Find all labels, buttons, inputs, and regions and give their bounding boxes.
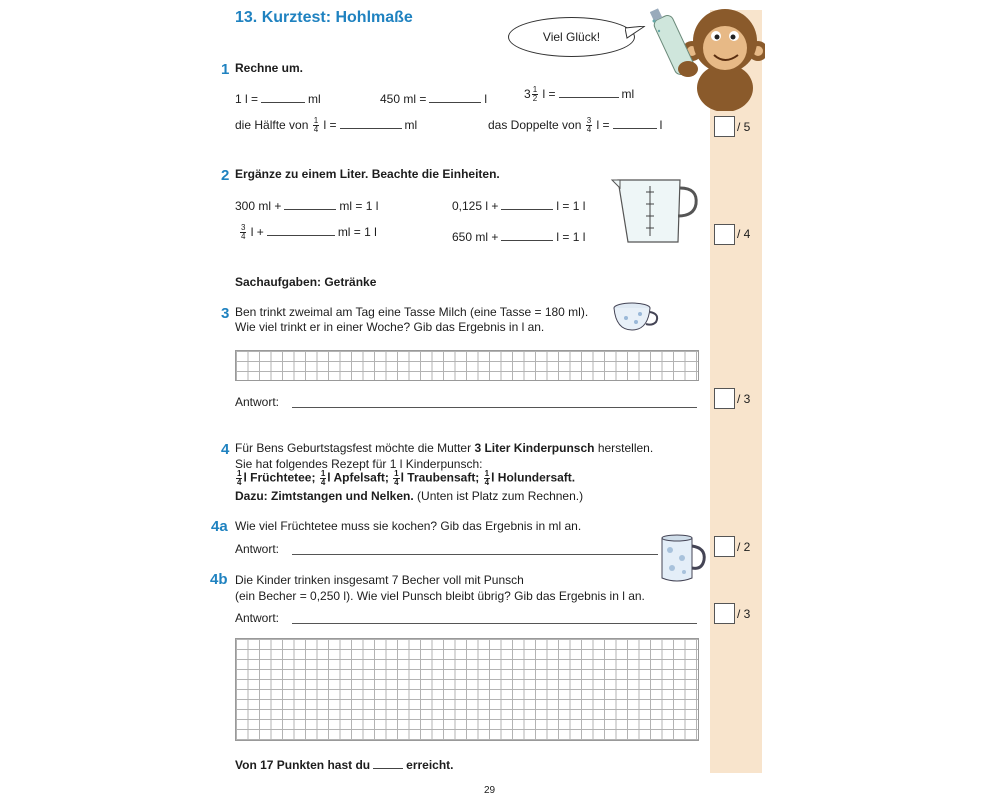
points-task-4b: / 3 [737, 607, 751, 621]
monkey-illustration [650, 3, 765, 111]
task-2b: 0,125 l + l = 1 l [452, 199, 586, 213]
task-4b-line-1: Die Kinder trinken insgesamt 7 Becher voll mit Punsch [235, 573, 524, 587]
blank[interactable] [261, 91, 305, 103]
task-2c: $\frac{3}{4}$ l + ml = 1 l [241, 223, 377, 242]
score-box-task-4b[interactable] [714, 603, 735, 624]
task-1a: 1 l = ml [235, 92, 321, 106]
score-box-task-2[interactable] [714, 224, 735, 245]
task-4-number: 4 [221, 441, 230, 458]
task-1e: das Doppelte von $\frac{3}{4}$ l = l [488, 116, 663, 135]
blank[interactable] [267, 224, 335, 236]
speech-bubble-tail [625, 26, 647, 40]
task-3-answer-label: Antwort: [235, 395, 280, 409]
task-4-line-2: Sie hat folgendes Rezept für 1 l Kinderpunsch: [235, 457, 483, 471]
task-3-line-1: Ben trinkt zweimal am Tag eine Tasse Milch (eine Tasse = 180 ml). [235, 305, 589, 319]
task-1c: 3 $\frac{1}{2}$ l = ml [524, 85, 635, 104]
task-3-number: 3 [221, 305, 230, 322]
score-box-task-4a[interactable] [714, 536, 735, 557]
task-4b-line-2: (ein Becher = 0,250 l). Wie viel Punsch bleibt übrig? Gib das Ergebnis in l an. [235, 589, 645, 603]
mug-icon [656, 534, 708, 584]
page-title: 13. Kurztest: Hohlmaße [235, 9, 413, 26]
task-1-heading: Rechne um. [235, 61, 304, 75]
task-2-number: 2 [221, 167, 230, 184]
blank[interactable] [340, 117, 402, 129]
speech-bubble: Viel Glück! [508, 17, 635, 57]
score-blank[interactable] [373, 757, 403, 769]
blank[interactable] [501, 198, 553, 210]
points-task-1: / 5 [737, 120, 751, 134]
task-2a: 300 ml + ml = 1 l [235, 199, 379, 213]
page-number: 29 [484, 785, 496, 796]
score-box-task-3[interactable] [714, 388, 735, 409]
blank[interactable] [429, 91, 481, 103]
task-4a-answer-label: Antwort: [235, 542, 280, 556]
calculation-grid[interactable] [235, 638, 699, 741]
task-1-number: 1 [221, 61, 230, 78]
task-3-answer-line[interactable] [292, 406, 697, 408]
task-4-line-4: Dazu: Zimtstangen und Nelken. (Unten ist Platz zum Rechnen.) [235, 489, 584, 503]
blank[interactable] [613, 117, 657, 129]
blank[interactable] [559, 86, 619, 98]
task-4b-number: 4b [210, 571, 228, 588]
blank[interactable] [501, 229, 553, 241]
task-2d: 650 ml + l = 1 l [452, 230, 586, 244]
points-task-4a: / 2 [737, 540, 751, 554]
task-3-line-2: Wie viel trinkt er in einer Woche? Gib das Ergebnis in l an. [235, 320, 545, 334]
task-1b: 450 ml = l [380, 92, 488, 106]
task-4b-answer-label: Antwort: [235, 611, 280, 625]
task-4b-answer-line[interactable] [292, 622, 697, 624]
section-heading: Sachaufgaben: Getränke [235, 275, 377, 289]
task-4a-number: 4a [211, 518, 228, 535]
task-1d: die Hälfte von $\frac{1}{4}$ l = ml [235, 116, 418, 135]
score-summary: Von 17 Punkten hast du erreicht. [235, 758, 454, 772]
task-4a-question: Wie viel Früchtetee muss sie kochen? Gib das Ergebnis in ml an. [235, 519, 582, 533]
task-2-heading: Ergänze zu einem Liter. Beachte die Einheiten. [235, 167, 500, 181]
measuring-cup-icon [610, 174, 702, 246]
points-task-3: / 3 [737, 392, 751, 406]
task-4-recipe: $\frac{1}{4}$ l Früchtetee; $\frac{1}{4}$ l Apfelsaft; $\frac{1}{4}$ l Traubensaft; $\frac{1}{4}$ l Holundersaft. [237, 469, 576, 487]
task-3-calc-grid[interactable] [235, 350, 699, 381]
score-box-task-1[interactable] [714, 116, 735, 137]
task-4-line-1: Für Bens Geburtstagsfest möchte die Mutter 3 Liter Kinderpunsch herstellen. [235, 441, 654, 455]
cup-icon [610, 300, 662, 336]
points-task-2: / 4 [737, 227, 751, 241]
blank[interactable] [284, 198, 336, 210]
task-4a-answer-line[interactable] [292, 553, 658, 555]
